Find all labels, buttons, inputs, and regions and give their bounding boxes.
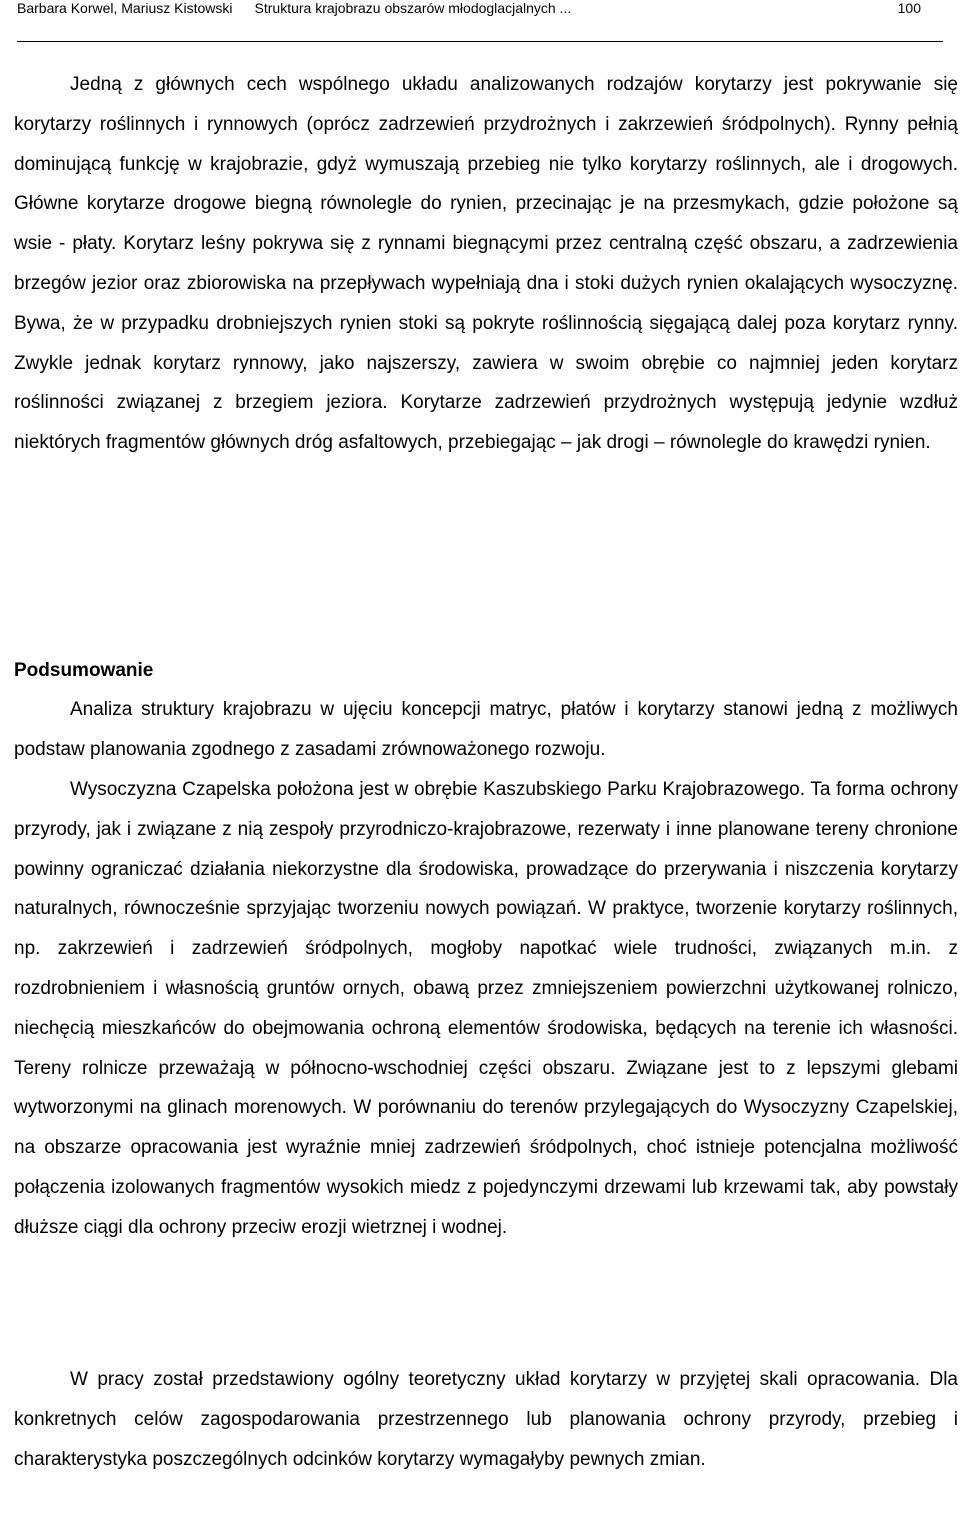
- page-header: [17, 0, 943, 42]
- body-paragraph-corridors: Jedną z głównych cech wspólnego układu analizowanych rodzajów korytarzy jest pokrywanie się korytarzy roślinnych i rynnowych (oprócz zadrzewień przydrożnych i zakrzewień śródpolnych). Rynny pełnią dominującą funkcję w krajobrazie, gdyż wymuszają przebieg nie tylko korytarzy roślinnych, ale i drogowych. Główne korytarze drogowe biegną równolegle do rynien, przecinając je na przesmykach, gdzie położone są wsie - płaty. Korytarz leśny pokrywa się z rynnami biegnącymi przez centralną część obszaru, a zadrzewienia brzegów jezior oraz zbiorowiska na przepływach wypełniają dna i stoki dużych rynien okalających wysoczyznę. Bywa, że w przypadku drobniejszych rynien stoki są pokryte roślinnością sięgającą dalej poza korytarz rynny. Zwykle jednak korytarz rynnowy, jako najszerszy, zawiera w swoim obrębie co najmniej jeden korytarz roślinności związanej z brzegiem jeziora. Korytarze zadrzewień przydrożnych występują jedynie wzdłuż niektórych fragmentów głównych dróg asfaltowych, przebiegając – jak drogi – równolegle do krawędzi rynien.: [14, 74, 958, 454]
- header-title: Struktura krajobrazu obszarów młodoglacjalnych ...: [254, 0, 572, 16]
- body-paragraph-summary-1: Analiza struktury krajobrazu w ujęciu koncepcji matryc, płatów i korytarzy stanowi jedną z możliwych podstaw planowania zgodnego z zasadami zrównoważonego rozwoju.: [14, 699, 958, 760]
- page-number: 100: [897, 0, 921, 16]
- running-header: [17, 0, 593, 16]
- body-paragraph-summary-3: W pracy został przedstawiony ogólny teoretyczny układ korytarzy w przyjętej skali opracowania. Dla konkretnych celów zagospodarowania przestrzennego lub planowania ochrony przyrody, przebieg i charakterystyka poszczególnych odcinków korytarzy wymagałyby pewnych zmian.: [14, 1369, 958, 1470]
- section-heading-summary: Podsumowanie: [14, 660, 154, 681]
- header-authors: Barbara Korwel, Mariusz Kistowski: [17, 0, 233, 16]
- body-paragraph-summary-2: Wysoczyzna Czapelska położona jest w obrębie Kaszubskiego Parku Krajobrazowego. Ta forma ochrony przyrody, jak i związane z nią zespoły przyrodniczo-krajobrazowe, rezerwaty i inne planowane tereny chronione powinny ograniczać działania niekorzystne dla środowiska, prowadzące do przerywania i niszczenia korytarzy naturalnych, równocześnie sprzyjając tworzeniu nowych powiązań. W praktyce, tworzenie korytarzy roślinnych, np. zakrzewień i zadrzewień śródpolnych, mogłoby napotkać wiele trudności, związanych m.in. z rozdrobnieniem i własnością gruntów ornych, obawą przez zmniejszeniem powierzchni użytkowanej rolniczo, niechęcią mieszkańców do obejmowania ochroną elementów środowiska, będących na terenie ich własności. Tereny rolnicze przeważają w północno-wschodniej części obszaru. Związane jest to z lepszymi glebami wytworzonymi na glinach morenowych. W porównaniu do terenów przylegających do Wysoczyzny Czapelskiej, na obszarze opracowania jest wyraźnie mniej zadrzewień śródpolnych, choć istnieje potencjalna możliwość połączenia izolowanych fragmentów wysokich miedz z pojedynczymi drzewami lub krzewami tak, aby powstały dłuższe ciągi dla ochrony przeciw erozji wietrznej i wodnej.: [14, 779, 958, 1238]
